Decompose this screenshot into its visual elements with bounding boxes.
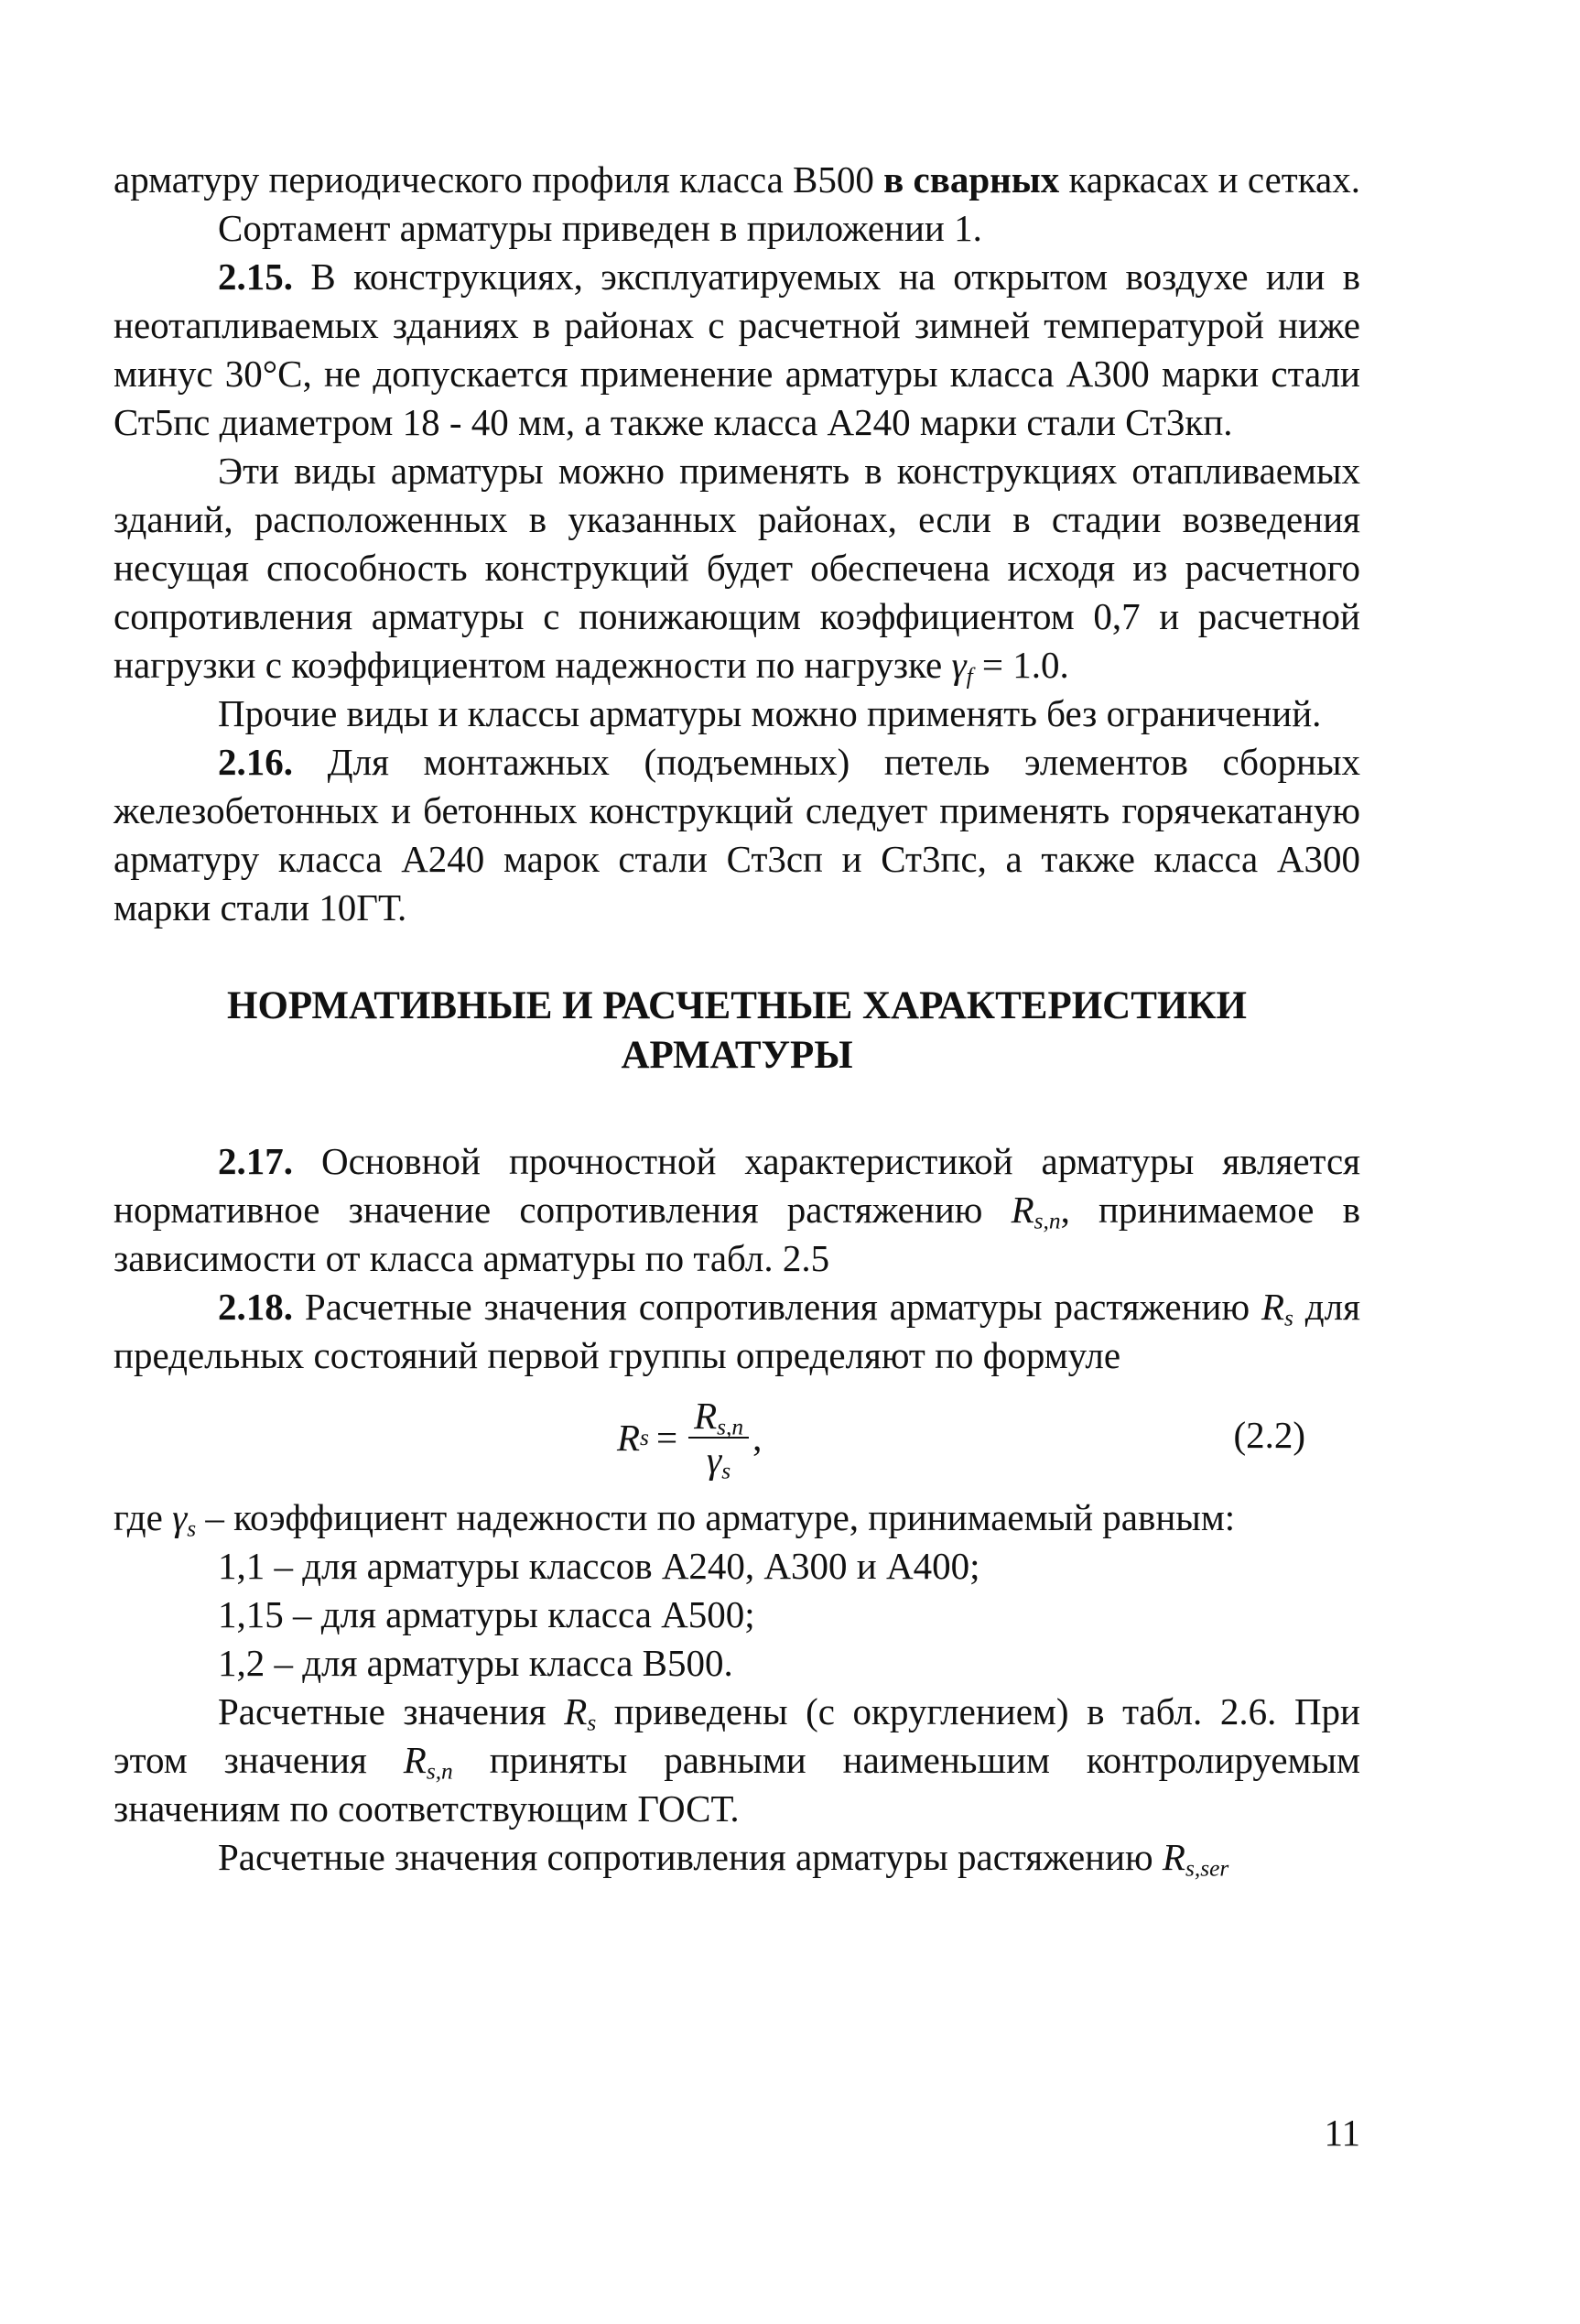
paragraph-2-18 — [114, 1283, 1360, 1380]
paragraph-continuation — [114, 156, 1360, 204]
paragraph-assortment: Сортамент арматуры приведен в приложении 1. — [218, 207, 982, 249]
math-symbol: γ — [707, 1439, 722, 1481]
paragraph-2-16 — [114, 738, 1360, 932]
math-symbol: R — [1011, 1189, 1034, 1231]
formula-comma: , — [752, 1416, 763, 1459]
math-symbol: R — [564, 1690, 588, 1732]
math-symbol: R — [403, 1739, 427, 1781]
list-item: 1,15 – для арматуры класса А500; — [218, 1593, 755, 1635]
paragraph-heated-buildings — [114, 447, 1360, 690]
page-number: 11 — [1324, 2112, 1360, 2154]
paragraph-values — [114, 1688, 1360, 1833]
text-span: приведены (с округлением) в табл. 2.6. При этом значения — [114, 1690, 1360, 1781]
text-span: – коэффициент надежности по арматуре, принимаемый равным: — [196, 1496, 1236, 1538]
math-subscript: s — [187, 1515, 197, 1542]
document-page — [114, 156, 1360, 1882]
math-subscript: s — [1284, 1305, 1293, 1331]
paragraph-2-15 — [114, 253, 1360, 447]
math-symbol: R — [617, 1416, 641, 1459]
text-span: Расчетные значения — [218, 1690, 565, 1732]
clause-text: Основной прочностной характеристикой арматуры является нормативное значение сопротивления растяжению — [114, 1140, 1360, 1231]
math-subscript: s,n — [717, 1414, 744, 1440]
text-span: приняты равными наименьшим контролируемым значениям по соответствующим ГОСТ. — [114, 1739, 1360, 1830]
text-span: Эти виды арматуры можно применять в конструкциях отапливаемых зданий, расположенных в указанных районах, если в стадии возведения несущая способность конструкций будет обеспечена исходя из расчетного сопротивления арматуры с понижающим коэффициентом 0,7 и расчетной нагрузки с коэффициентом надежности по нагрузке — [114, 450, 1360, 686]
math-symbol: γ — [951, 644, 967, 686]
heading-line: АРМАТУРЫ — [621, 1034, 853, 1077]
clause-text: В конструкциях, эксплуатируемых на открытом воздухе или в неотапливаемых зданиях в районах с расчетной зимней температурой ниже минус 30°С, не допускается применение арматуры класса А300 марки стали Ст5пс диаметром 18 - 40 мм, а также класса А240 марки стали Ст3кп. — [114, 255, 1360, 443]
math-symbol: R — [694, 1395, 718, 1437]
math-subscript: s — [721, 1458, 731, 1484]
numerator — [688, 1395, 749, 1439]
text-span: = 1.0. — [972, 644, 1069, 686]
math-symbol: R — [1162, 1836, 1185, 1878]
math-symbol: R — [1261, 1286, 1285, 1328]
math-subscript: s,n — [1033, 1208, 1061, 1234]
paragraph-2-17 — [114, 1137, 1360, 1283]
paragraph-ser — [114, 1833, 1360, 1882]
text-span: где — [114, 1496, 173, 1538]
clause-number: 2.17. — [218, 1140, 293, 1182]
math-subscript: f — [966, 663, 973, 690]
equals-sign: = — [655, 1416, 678, 1459]
math-subscript: s — [587, 1710, 597, 1736]
paragraph-other-types: Прочие виды и классы арматуры можно применять без ограничений. — [218, 692, 1322, 734]
text-span: для предельных состояний первой группы определяют по формуле — [114, 1286, 1360, 1376]
clause-number: 2.18. — [218, 1286, 293, 1328]
heading-line: НОРМАТИВНЫЕ И РАСЧЕТНЫЕ ХАРАКТЕРИСТИКИ — [227, 984, 1247, 1027]
paragraph-where — [114, 1493, 1360, 1542]
text-span: Расчетные значения сопротивления арматуры растяжению — [218, 1836, 1163, 1878]
list-item: 1,1 – для арматуры классов А240, А300 и А400; — [218, 1545, 980, 1587]
formula-2-2 — [114, 1384, 1360, 1492]
section-heading — [114, 982, 1360, 1081]
clause-text: Для монтажных (подъемных) петель элементов сборных железобетонных и бетонных конструкций следует применять горячекатаную арматуру класса А240 марок стали Ст3сп и Ст3пс, а также класса А300 марки стали 10ГТ. — [114, 741, 1360, 929]
clause-text: Расчетные значения сопротивления арматуры растяжению — [293, 1286, 1261, 1328]
text-span: каркасах и сетках. — [1059, 158, 1360, 201]
equation-number: (2.2) — [1233, 1414, 1305, 1456]
denominator — [707, 1439, 731, 1484]
text-span-bold: в сварных — [883, 158, 1060, 201]
math-subscript: s,n — [426, 1758, 453, 1785]
clause-number: 2.16. — [218, 741, 293, 783]
formula-body: R s = $\frac{R_{s,n}}{\gamma_s}$ , — [617, 1395, 763, 1484]
coefficient-list — [114, 1542, 1360, 1688]
clause-number: 2.15. — [218, 255, 293, 298]
fraction — [688, 1395, 749, 1484]
list-item: 1,2 – для арматуры класса В500. — [218, 1642, 733, 1684]
text-span: арматуру периодического профиля класса В500 — [114, 158, 884, 201]
text-span: , принимаемое в зависимости от класса арматуры по табл. 2.5 — [114, 1189, 1360, 1279]
math-symbol: γ — [172, 1496, 188, 1538]
math-subscript: s,ser — [1185, 1855, 1229, 1882]
